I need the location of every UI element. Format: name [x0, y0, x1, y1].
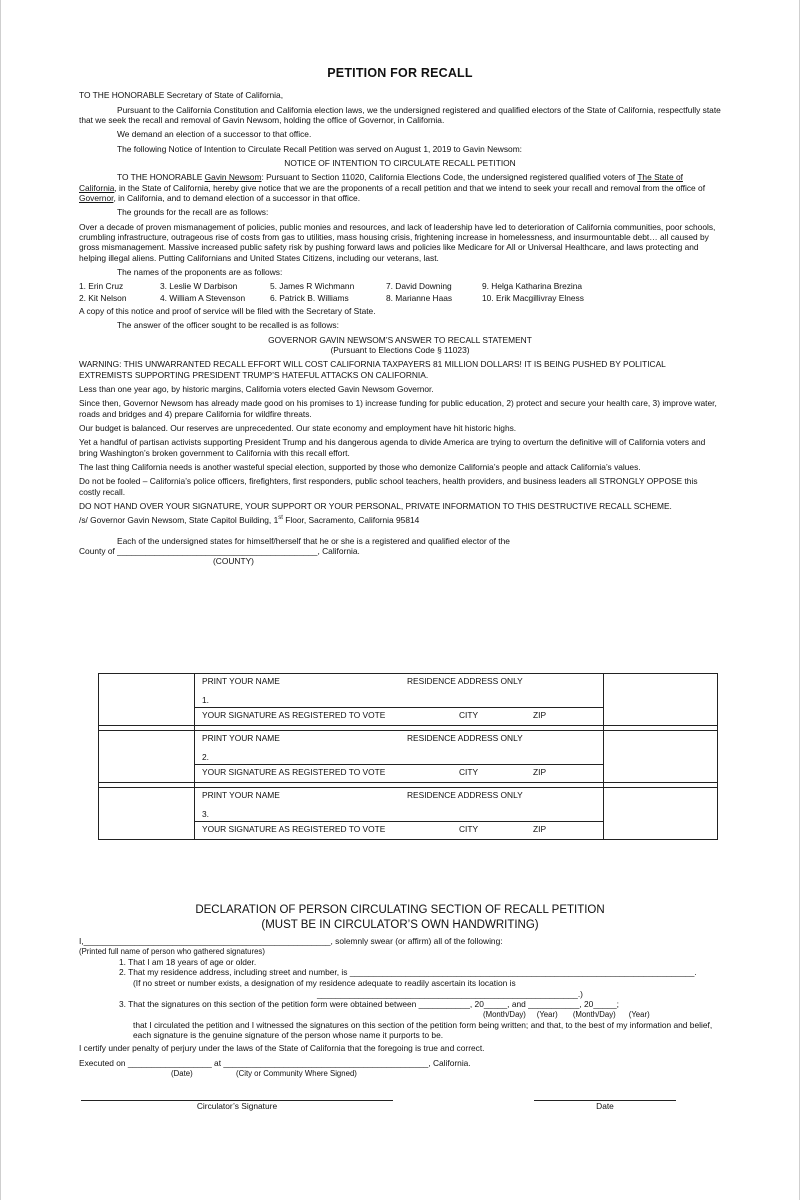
declaration-item: 1. That I am 18 years of age or older.: [119, 956, 257, 967]
proponent: 1. Erin Cruz: [79, 281, 124, 292]
row-entry-cell: [195, 731, 604, 783]
notice-text: , in California, and to demand election of a successor in that office.: [113, 193, 361, 203]
notice-paragraph: [79, 172, 721, 203]
executed-field[interactable]: Executed on __________________ at ____________________________________________, California.: [79, 1057, 471, 1068]
print-name-label: PRINT YOUR NAME: [202, 676, 280, 686]
petition-body: [79, 66, 721, 579]
answer-heading-block: [79, 335, 721, 356]
signature-label: YOUR SIGNATURE AS REGISTERED TO VOTE: [202, 824, 386, 834]
row-number: 1.: [202, 695, 209, 705]
notice-text: : Pursuant to Section 11020, California Elections Code, the undersigned registered qualified voters of: [261, 172, 638, 183]
city-label: CITY: [459, 710, 479, 720]
grounds-intro: The grounds for the recall are as follows:: [117, 207, 269, 218]
circulator-signature-block[interactable]: [81, 1100, 393, 1111]
residence-designation-field[interactable]: ________________________________________________________.): [317, 988, 583, 999]
notice-office: Governor: [79, 193, 114, 203]
name-address-area[interactable]: [195, 674, 603, 708]
answer-subheading: (Pursuant to Elections Code § 11023): [330, 344, 470, 355]
row-entry-cell: [195, 788, 604, 840]
proponents-list: [79, 281, 721, 303]
notice-name: Gavin Newsom: [204, 172, 262, 183]
answer-paragraph: The last thing California needs is another wasteful special election, supported by those who demonize California’s people and attack California’s values.: [79, 461, 641, 472]
proponent: 9. Helga Katharina Brezina: [482, 281, 583, 292]
signature-label: YOUR SIGNATURE AS REGISTERED TO VOTE: [202, 710, 386, 720]
residence-label: RESIDENCE ADDRESS ONLY: [407, 676, 523, 686]
proponents-intro: The names of the proponents are as follows:: [117, 266, 283, 277]
date-label: Date: [596, 1101, 614, 1111]
answer-heading: GOVERNOR GAVIN NEWSOM’S ANSWER TO RECALL STATEMENT: [268, 334, 532, 345]
grounds-text: Over a decade of proven mismanagement of policies, public monies and resources, and lack of leadership have led to deterioration of California communities, poor schools, crumbling infrastructure, outrageous rise of costs from gas to utilities, mass housing crisis, frightening increase in homelessness, and insurmountable debt… all caused by gross mismanagement. Massive increased public safety risk by pushing forward laws and policies like Medicare for All or Universal Healthcare, and laws protecting and helping illegal aliens. Putting Californians and United States Citizens, including our veterans, last.: [79, 221, 716, 263]
table-row: [99, 788, 718, 840]
circulator-name-note: (Printed full name of person who gathered signatures): [79, 946, 265, 956]
signature-area[interactable]: [195, 822, 603, 839]
county-label: (COUNTY): [213, 556, 254, 567]
executed-labels: (Date) (City or Community Where Signed): [171, 1068, 357, 1078]
signed-superscript: st: [278, 515, 283, 522]
print-name-label: PRINT YOUR NAME: [202, 790, 280, 800]
petition-paragraph: Pursuant to the California Constitution and California election laws, we the undersigned registered and qualified electors of the State of California, respectfully state that we seek the recall and removal of Gavin Newsom, holding the office of Governor, in California.: [79, 104, 721, 126]
circulator-name-field[interactable]: I,_____________________________________________________, solemnly swear (or affirm) all of the following:: [79, 936, 503, 946]
date-block[interactable]: [534, 1100, 676, 1111]
proponent: 6. Patrick B. Williams: [270, 292, 349, 303]
signed-by: [79, 515, 721, 525]
proponent: 5. James R Wichmann: [270, 281, 355, 292]
residence-field[interactable]: 2. That my residence address, including street and number, is __________________________________________________________________________.: [119, 967, 697, 978]
answer-paragraph: Do not be fooled – California’s police officers, firefighters, first responders, public school teachers, health providers, and business leaders all STRONGLY OPPOSE this costly recall.: [79, 476, 698, 497]
row-left-cell: [99, 731, 195, 783]
proponent: 3. Leslie W Darbison: [160, 281, 238, 292]
row-entry-cell: [195, 674, 604, 726]
signature-area[interactable]: [195, 765, 603, 782]
petition-paragraph: We demand an election of a successor to that office.: [117, 129, 312, 140]
row-left-cell: [99, 674, 195, 726]
notice-heading: NOTICE OF INTENTION TO CIRCULATE RECALL PETITION: [284, 158, 516, 169]
notice-text: , in the State of California, hereby give notice that we are the proponents of a recall petition and that we intend to seek your recall and removal from the office of: [114, 182, 706, 193]
declaration-title: [79, 903, 721, 933]
answer-paragraph: Since then, Governor Newsom has already made good on his promises to 1) increase funding for public education, 2) protect and secure your health care, 3) improve water, roads and bridges and 4) prepare California for wildfire threats.: [79, 398, 717, 419]
table-row: [99, 731, 718, 783]
row-right-cell: [604, 788, 718, 840]
proponent: 2. Kit Nelson: [79, 292, 127, 303]
notice-text: TO THE HONORABLE: [117, 172, 205, 183]
city-label: CITY: [459, 824, 479, 834]
answer-paragraph: Less than one year ago, by historic margins, California voters elected Gavin Newsom Governor.: [79, 383, 434, 394]
signature-area[interactable]: [195, 708, 603, 725]
answer-paragraph: Yet a handful of partisan activists supporting President Trump and his dangerous agenda to divide America are trying to overturn the definitive will of California voters and bring Washington’s broken government to California with this recall effort.: [79, 437, 706, 458]
declaration-continuation: that I circulated the petition and I witnessed the signatures on this section of the petition form being written; and that, to the best of my information and belief, each signature is the genuine signature of the person whose name it purports to be.: [133, 1019, 713, 1041]
residence-label: RESIDENCE ADDRESS ONLY: [407, 790, 523, 800]
signed-text: /s/ Governor Gavin Newsom, State Capitol Building, 1: [79, 515, 279, 526]
proponent: 10. Erik Macgillivray Elness: [482, 292, 584, 303]
answer-intro: The answer of the officer sought to be recalled is as follows:: [117, 320, 339, 331]
zip-label: ZIP: [533, 767, 547, 777]
signature-table: [98, 673, 718, 840]
name-address-area[interactable]: [195, 788, 603, 822]
table-row: [99, 674, 718, 726]
declaration-title-line: DECLARATION OF PERSON CIRCULATING SECTION OF RECALL PETITION: [195, 904, 605, 916]
city-label: CITY: [459, 767, 479, 777]
notice-state: The State of California: [79, 172, 683, 193]
declaration-note: (If no street or number exists, a designation of my residence adequate to readily ascertain its location is: [133, 977, 516, 988]
declaration-subtitle-line: (MUST BE IN CIRCULATOR’S OWN HANDWRITING): [261, 918, 539, 931]
row-number: 3.: [202, 809, 209, 819]
residence-label: RESIDENCE ADDRESS ONLY: [407, 733, 523, 743]
page-title: PETITION FOR RECALL: [327, 66, 473, 80]
proponent: 7. David Downing: [386, 281, 452, 292]
county-field[interactable]: County of ___________________________________________, California.: [79, 545, 360, 556]
answer-paragraph: Our budget is balanced. Our reserves are unprecedented. Our state economy and employment have hit historic highs.: [79, 422, 517, 433]
signed-text: Floor, Sacramento, California 95814: [282, 515, 420, 526]
proponent: 8. Marianne Haas: [386, 292, 453, 303]
date-range-labels: (Month/Day) (Year) (Month/Day) (Year): [483, 1009, 650, 1019]
print-name-label: PRINT YOUR NAME: [202, 733, 280, 743]
declaration-body: [79, 936, 721, 1078]
name-address-area[interactable]: [195, 731, 603, 765]
salutation: TO THE HONORABLE Secretary of State of California,: [79, 90, 284, 101]
certify-statement: I certify under penalty of perjury under the laws of the State of California that the foregoing is true and correct.: [79, 1043, 485, 1054]
proponent: 4. William A Stevenson: [160, 292, 246, 303]
circulator-signature-label: Circulator’s Signature: [196, 1101, 278, 1111]
petition-paragraph: The following Notice of Intention to Circulate Recall Petition was served on August 1, 2019 to Gavin Newsom:: [117, 143, 523, 154]
zip-label: ZIP: [533, 710, 547, 720]
date-range-field[interactable]: 3. That the signatures on this section of the petition form were obtained between ___________, 20_____, and ___________, 20_____;: [119, 999, 619, 1010]
row-left-cell: [99, 788, 195, 840]
zip-label: ZIP: [533, 824, 547, 834]
answer-paragraph: DO NOT HAND OVER YOUR SIGNATURE, YOUR SUPPORT OR YOUR PERSONAL, PRIVATE INFORMATION TO THIS DESTRUCTIVE RECALL SCHEME.: [79, 500, 672, 511]
signature-label: YOUR SIGNATURE AS REGISTERED TO VOTE: [202, 767, 386, 777]
elector-statement: Each of the undersigned states for himself/herself that he or she is a registered and qualified elector of the: [117, 535, 510, 546]
warning-text: WARNING: THIS UNWARRANTED RECALL EFFORT WILL COST CALIFORNIA TAXPAYERS 81 MILLION DOLLARS! IT IS BEING PUSHED BY POLITICAL EXTREMISTS SUPPORTING PRESIDENT TRUMP’S HATEFUL ATTACKS ON CALIFORNIA.: [79, 359, 666, 380]
copy-notice: A copy of this notice and proof of service will be filed with the Secretary of State.: [79, 305, 376, 316]
row-right-cell: [604, 731, 718, 783]
row-right-cell: [604, 674, 718, 726]
row-number: 2.: [202, 752, 209, 762]
